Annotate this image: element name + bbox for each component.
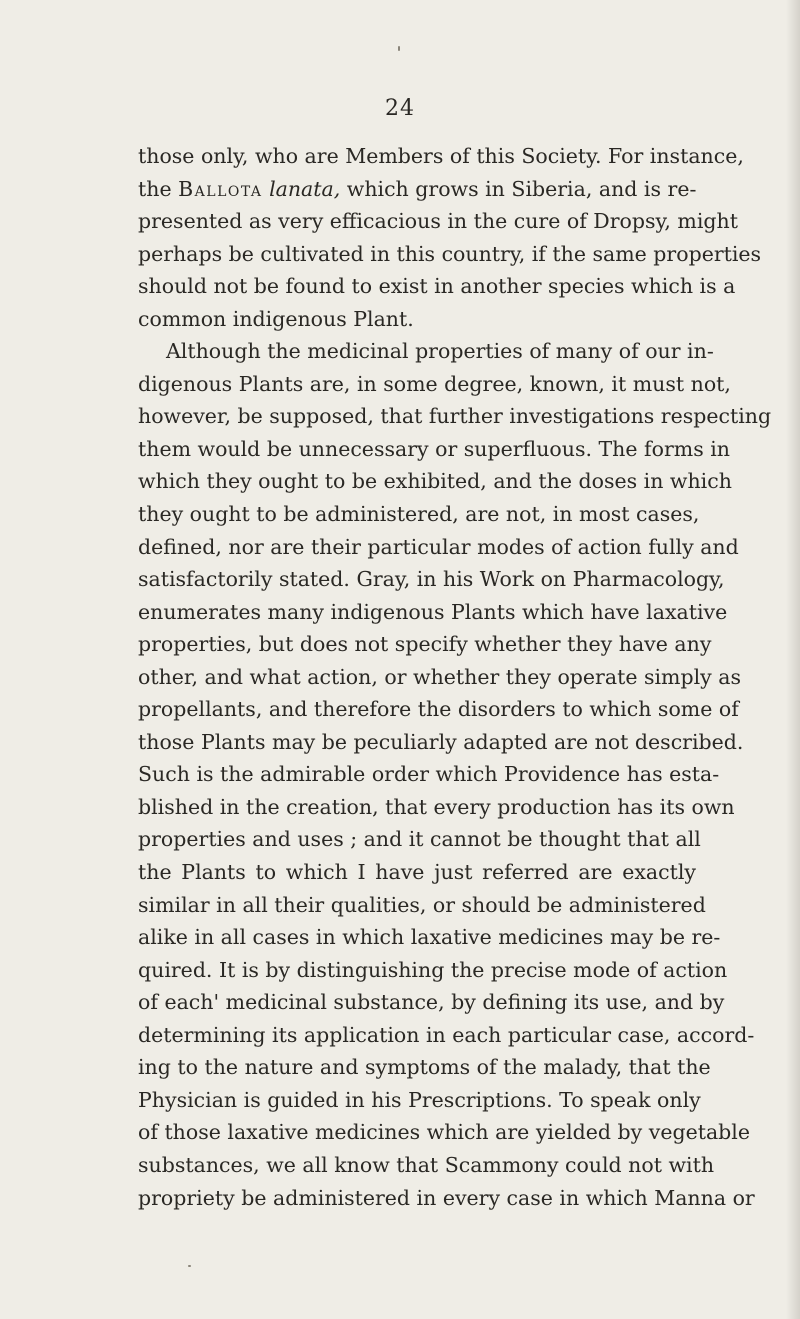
text-line: Such is the admirable order which Providence has esta- [138, 762, 720, 787]
text-line: however, be supposed, that further investigations respecting [138, 404, 772, 429]
page-edge-shadow [786, 0, 800, 1319]
text-line: determining its application in each particular case, accord- [138, 1022, 755, 1047]
text-line: of those laxative medicines which are yielded by vegetable [138, 1120, 750, 1145]
scan-speck [188, 1265, 191, 1267]
text-line: perhaps be cultivated in this country, if the same properties [138, 241, 762, 266]
text-line: those Plants may be peculiarly adapted are not described. [138, 729, 744, 754]
text-line: quired. It is by distinguishing the precise mode of action [138, 957, 728, 982]
text-line: blished in the creation, that every production has its own [138, 794, 735, 819]
text-line: properties and uses ; and it cannot be thought that all [138, 827, 701, 852]
text-line: propriety be administered in every case in which Manna or [138, 1185, 755, 1210]
text-line: defined, nor are their particular modes of action fully and [138, 534, 739, 559]
text-line: those only, who are Members of this Society. For instance, [138, 144, 744, 168]
text-line: Although the medicinal properties of many of our in- [166, 339, 714, 364]
text-line: them would be unnecessary or superfluous. The forms in [138, 436, 730, 461]
body-text [138, 140, 772, 1214]
text-line: of each' medicinal substance, by defining its use, and by [138, 990, 725, 1015]
scan-speck [398, 46, 400, 51]
italic-text: lanata, [269, 176, 341, 201]
page-number: 24 [385, 96, 415, 121]
text-line: digenous Plants are, in some degree, known, it must not, [138, 371, 731, 396]
text-line: should not be found to exist in another species which is a [138, 274, 736, 299]
text-line: which they ought to be exhibited, and the doses in which [138, 469, 732, 494]
text-segment: the [138, 176, 179, 201]
text-segment: which grows in Siberia, and is re- [340, 176, 697, 201]
text-line: they ought to be administered, are not, in most cases, [138, 502, 700, 527]
text-line: presented as very efficacious in the cure of Dropsy, might [138, 209, 738, 234]
text-line: the Plants to which I have just referred are exactly [138, 860, 696, 885]
text-line: alike in all cases in which laxative medicines may be re- [138, 925, 721, 950]
text-line: similar in all their qualities, or should be administered [138, 892, 706, 917]
text-line: enumerates many indigenous Plants which have laxative [138, 599, 728, 624]
text-line: properties, but does not specify whether they have any [138, 632, 712, 657]
text-line: other, and what action, or whether they operate simply as [138, 664, 741, 689]
text-line: Physician is guided in his Prescriptions. To speak only [138, 1087, 701, 1112]
text-line: substances, we all know that Scammony could not with [138, 1152, 715, 1177]
text-line: ing to the nature and symptoms of the malady, that the [138, 1055, 711, 1080]
text-line [138, 173, 696, 206]
text-line: satisfactorily stated. Gray, in his Work on Pharmacology, [138, 567, 725, 592]
smallcaps-text: Ballota [178, 176, 263, 201]
text-line: common indigenous Plant. [138, 306, 414, 331]
text-line: propellants, and therefore the disorders to which some of [138, 697, 739, 722]
